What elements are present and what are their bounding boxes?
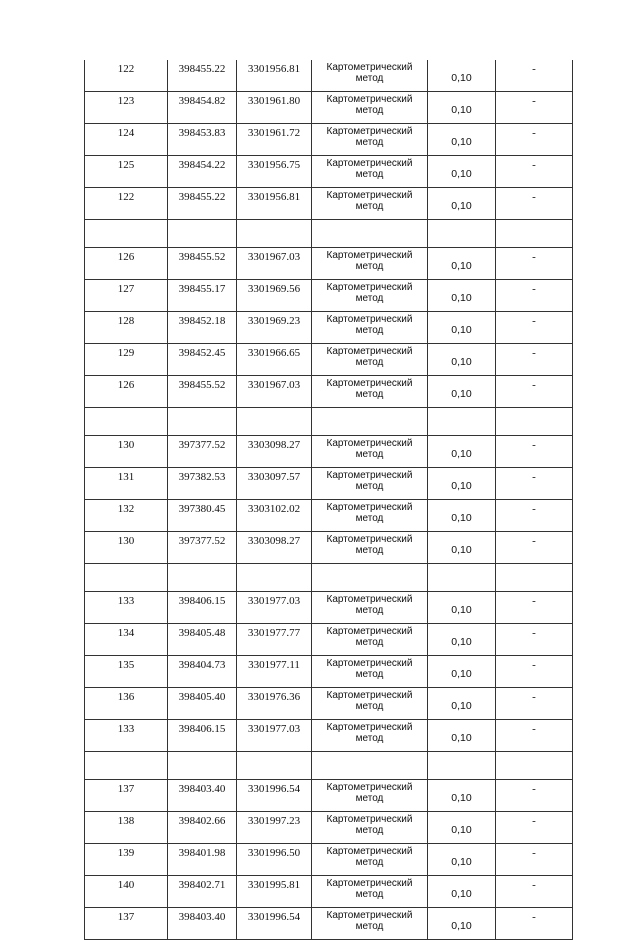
accuracy-cell: 0,10 <box>428 624 496 656</box>
table-row <box>85 156 573 188</box>
method-cell <box>312 156 428 188</box>
point-number-cell: 131 <box>85 468 168 500</box>
method-line-2: метод <box>355 637 384 648</box>
method-line-1: Картометрический <box>326 438 413 449</box>
accuracy-cell: 0,10 <box>428 688 496 720</box>
method-line-2: метод <box>355 545 384 556</box>
note-cell: - <box>496 844 573 876</box>
method-line-1: Картометрический <box>326 346 413 357</box>
document-page <box>84 60 572 940</box>
empty-cell <box>168 408 237 436</box>
method-line-1: Картометрический <box>326 722 413 733</box>
accuracy-cell: 0,10 <box>428 156 496 188</box>
accuracy-cell: 0,10 <box>428 532 496 564</box>
method-line-1: Картометрический <box>326 314 413 325</box>
method-cell <box>312 500 428 532</box>
point-number-cell: 130 <box>85 532 168 564</box>
y-coordinate-cell: 3301976.36 <box>237 688 312 720</box>
method-line-2: метод <box>355 513 384 524</box>
method-cell <box>312 312 428 344</box>
y-coordinate-cell: 3301961.72 <box>237 124 312 156</box>
method-cell <box>312 812 428 844</box>
x-coordinate-cell: 398455.22 <box>168 60 237 92</box>
note-cell: - <box>496 500 573 532</box>
accuracy-cell: 0,10 <box>428 248 496 280</box>
table-row <box>85 188 573 220</box>
y-coordinate-cell: 3301969.23 <box>237 312 312 344</box>
table-row <box>85 656 573 688</box>
note-cell: - <box>496 436 573 468</box>
method-line-2: метод <box>355 825 384 836</box>
point-number-cell: 133 <box>85 720 168 752</box>
empty-cell <box>312 220 428 248</box>
empty-cell <box>428 752 496 780</box>
note-cell: - <box>496 812 573 844</box>
empty-cell <box>312 752 428 780</box>
note-cell: - <box>496 468 573 500</box>
x-coordinate-cell: 398405.48 <box>168 624 237 656</box>
x-coordinate-cell: 397382.53 <box>168 468 237 500</box>
x-coordinate-cell: 398454.82 <box>168 92 237 124</box>
table-row <box>85 468 573 500</box>
x-coordinate-cell: 397377.52 <box>168 532 237 564</box>
table-row <box>85 532 573 564</box>
method-cell <box>312 780 428 812</box>
accuracy-cell: 0,10 <box>428 312 496 344</box>
method-line-1: Картометрический <box>326 690 413 701</box>
method-cell <box>312 532 428 564</box>
accuracy-cell: 0,10 <box>428 344 496 376</box>
method-line-2: метод <box>355 449 384 460</box>
note-cell: - <box>496 92 573 124</box>
method-cell <box>312 468 428 500</box>
method-cell <box>312 436 428 468</box>
table-row <box>85 592 573 624</box>
note-cell: - <box>496 656 573 688</box>
table-row <box>85 780 573 812</box>
empty-cell <box>428 564 496 592</box>
note-cell: - <box>496 720 573 752</box>
x-coordinate-cell: 398406.15 <box>168 592 237 624</box>
accuracy-cell: 0,10 <box>428 500 496 532</box>
method-line-2: метод <box>355 201 384 212</box>
y-coordinate-cell: 3301977.77 <box>237 624 312 656</box>
x-coordinate-cell: 397380.45 <box>168 500 237 532</box>
method-line-1: Картометрический <box>326 534 413 545</box>
y-coordinate-cell: 3301996.54 <box>237 908 312 940</box>
table-row <box>85 688 573 720</box>
accuracy-cell: 0,10 <box>428 280 496 312</box>
accuracy-cell: 0,10 <box>428 92 496 124</box>
method-line-2: метод <box>355 481 384 492</box>
accuracy-cell: 0,10 <box>428 812 496 844</box>
method-line-1: Картометрический <box>326 814 413 825</box>
method-line-2: метод <box>355 169 384 180</box>
note-cell: - <box>496 312 573 344</box>
point-number-cell: 137 <box>85 780 168 812</box>
note-cell: - <box>496 688 573 720</box>
table-row <box>85 812 573 844</box>
method-cell <box>312 92 428 124</box>
method-line-2: метод <box>355 293 384 304</box>
method-line-1: Картометрический <box>326 62 413 73</box>
method-line-1: Картометрический <box>326 782 413 793</box>
table-row <box>85 500 573 532</box>
method-line-2: метод <box>355 793 384 804</box>
method-line-1: Картометрический <box>326 658 413 669</box>
method-line-2: метод <box>355 669 384 680</box>
note-cell: - <box>496 532 573 564</box>
table-row <box>85 876 573 908</box>
empty-cell <box>312 408 428 436</box>
x-coordinate-cell: 398403.40 <box>168 908 237 940</box>
table-row <box>85 908 573 940</box>
method-line-1: Картометрический <box>326 626 413 637</box>
y-coordinate-cell: 3303098.27 <box>237 436 312 468</box>
x-coordinate-cell: 398455.17 <box>168 280 237 312</box>
y-coordinate-cell: 3301977.03 <box>237 592 312 624</box>
table-row <box>85 436 573 468</box>
method-line-1: Картометрический <box>326 910 413 921</box>
method-line-1: Картометрический <box>326 502 413 513</box>
point-number-cell: 129 <box>85 344 168 376</box>
method-cell <box>312 376 428 408</box>
method-cell <box>312 624 428 656</box>
point-number-cell: 123 <box>85 92 168 124</box>
y-coordinate-cell: 3301966.65 <box>237 344 312 376</box>
accuracy-cell: 0,10 <box>428 908 496 940</box>
empty-cell <box>496 752 573 780</box>
empty-cell <box>428 220 496 248</box>
empty-cell <box>496 564 573 592</box>
accuracy-cell: 0,10 <box>428 188 496 220</box>
point-number-cell: 139 <box>85 844 168 876</box>
point-number-cell: 135 <box>85 656 168 688</box>
accuracy-cell: 0,10 <box>428 876 496 908</box>
y-coordinate-cell: 3301969.56 <box>237 280 312 312</box>
method-line-2: метод <box>355 357 384 368</box>
method-cell <box>312 344 428 376</box>
method-line-2: метод <box>355 605 384 616</box>
table-row <box>85 720 573 752</box>
method-cell <box>312 720 428 752</box>
method-cell <box>312 124 428 156</box>
point-number-cell: 137 <box>85 908 168 940</box>
note-cell: - <box>496 60 573 92</box>
x-coordinate-cell: 398402.66 <box>168 812 237 844</box>
y-coordinate-cell: 3301995.81 <box>237 876 312 908</box>
x-coordinate-cell: 398453.83 <box>168 124 237 156</box>
method-cell <box>312 188 428 220</box>
separator-row <box>85 408 573 436</box>
note-cell: - <box>496 780 573 812</box>
empty-cell <box>237 408 312 436</box>
y-coordinate-cell: 3303097.57 <box>237 468 312 500</box>
method-cell <box>312 876 428 908</box>
accuracy-cell: 0,10 <box>428 468 496 500</box>
note-cell: - <box>496 344 573 376</box>
point-number-cell: 136 <box>85 688 168 720</box>
empty-cell <box>85 564 168 592</box>
x-coordinate-cell: 398406.15 <box>168 720 237 752</box>
empty-cell <box>496 408 573 436</box>
point-number-cell: 127 <box>85 280 168 312</box>
y-coordinate-cell: 3301956.75 <box>237 156 312 188</box>
method-cell <box>312 280 428 312</box>
y-coordinate-cell: 3301997.23 <box>237 812 312 844</box>
point-number-cell: 122 <box>85 60 168 92</box>
accuracy-cell: 0,10 <box>428 60 496 92</box>
y-coordinate-cell: 3301996.54 <box>237 780 312 812</box>
method-cell <box>312 60 428 92</box>
accuracy-cell: 0,10 <box>428 592 496 624</box>
method-line-1: Картометрический <box>326 878 413 889</box>
note-cell: - <box>496 624 573 656</box>
table-row <box>85 312 573 344</box>
point-number-cell: 140 <box>85 876 168 908</box>
empty-cell <box>496 220 573 248</box>
method-line-2: метод <box>355 921 384 932</box>
x-coordinate-cell: 398401.98 <box>168 844 237 876</box>
note-cell: - <box>496 188 573 220</box>
method-cell <box>312 592 428 624</box>
point-number-cell: 133 <box>85 592 168 624</box>
x-coordinate-cell: 398452.18 <box>168 312 237 344</box>
x-coordinate-cell: 398452.45 <box>168 344 237 376</box>
table-row <box>85 376 573 408</box>
method-line-2: метод <box>355 105 384 116</box>
empty-cell <box>168 564 237 592</box>
note-cell: - <box>496 376 573 408</box>
table-row <box>85 280 573 312</box>
point-number-cell: 125 <box>85 156 168 188</box>
empty-cell <box>428 408 496 436</box>
point-number-cell: 126 <box>85 376 168 408</box>
table-row <box>85 124 573 156</box>
y-coordinate-cell: 3301961.80 <box>237 92 312 124</box>
note-cell: - <box>496 124 573 156</box>
y-coordinate-cell: 3301956.81 <box>237 60 312 92</box>
note-cell: - <box>496 156 573 188</box>
x-coordinate-cell: 398403.40 <box>168 780 237 812</box>
x-coordinate-cell: 398455.22 <box>168 188 237 220</box>
accuracy-cell: 0,10 <box>428 780 496 812</box>
method-line-1: Картометрический <box>326 94 413 105</box>
note-cell: - <box>496 908 573 940</box>
x-coordinate-cell: 398405.40 <box>168 688 237 720</box>
table-row <box>85 60 573 92</box>
method-line-1: Картометрический <box>326 158 413 169</box>
method-line-2: метод <box>355 137 384 148</box>
table-row <box>85 248 573 280</box>
method-line-2: метод <box>355 857 384 868</box>
method-line-1: Картометрический <box>326 250 413 261</box>
method-line-1: Картометрический <box>326 190 413 201</box>
method-line-1: Картометрический <box>326 594 413 605</box>
separator-row <box>85 220 573 248</box>
x-coordinate-cell: 398404.73 <box>168 656 237 688</box>
coordinates-table-body <box>85 60 573 940</box>
accuracy-cell: 0,10 <box>428 436 496 468</box>
method-line-1: Картометрический <box>326 378 413 389</box>
method-cell <box>312 908 428 940</box>
x-coordinate-cell: 398455.52 <box>168 248 237 280</box>
y-coordinate-cell: 3301977.03 <box>237 720 312 752</box>
empty-cell <box>85 408 168 436</box>
empty-cell <box>85 220 168 248</box>
method-cell <box>312 688 428 720</box>
y-coordinate-cell: 3301996.50 <box>237 844 312 876</box>
empty-cell <box>237 752 312 780</box>
y-coordinate-cell: 3303098.27 <box>237 532 312 564</box>
method-line-2: метод <box>355 325 384 336</box>
point-number-cell: 134 <box>85 624 168 656</box>
note-cell: - <box>496 592 573 624</box>
accuracy-cell: 0,10 <box>428 844 496 876</box>
point-number-cell: 138 <box>85 812 168 844</box>
method-line-1: Картометрический <box>326 846 413 857</box>
point-number-cell: 124 <box>85 124 168 156</box>
point-number-cell: 132 <box>85 500 168 532</box>
point-number-cell: 128 <box>85 312 168 344</box>
y-coordinate-cell: 3301967.03 <box>237 248 312 280</box>
empty-cell <box>312 564 428 592</box>
empty-cell <box>168 752 237 780</box>
x-coordinate-cell: 397377.52 <box>168 436 237 468</box>
x-coordinate-cell: 398402.71 <box>168 876 237 908</box>
separator-row <box>85 564 573 592</box>
y-coordinate-cell: 3301977.11 <box>237 656 312 688</box>
y-coordinate-cell: 3301956.81 <box>237 188 312 220</box>
x-coordinate-cell: 398455.52 <box>168 376 237 408</box>
method-line-2: метод <box>355 261 384 272</box>
y-coordinate-cell: 3303102.02 <box>237 500 312 532</box>
point-number-cell: 122 <box>85 188 168 220</box>
accuracy-cell: 0,10 <box>428 720 496 752</box>
note-cell: - <box>496 280 573 312</box>
y-coordinate-cell: 3301967.03 <box>237 376 312 408</box>
separator-row <box>85 752 573 780</box>
empty-cell <box>237 564 312 592</box>
method-cell <box>312 248 428 280</box>
method-cell <box>312 656 428 688</box>
method-line-2: метод <box>355 73 384 84</box>
method-line-1: Картометрический <box>326 282 413 293</box>
method-line-2: метод <box>355 389 384 400</box>
accuracy-cell: 0,10 <box>428 656 496 688</box>
method-line-2: метод <box>355 889 384 900</box>
method-cell <box>312 844 428 876</box>
method-line-2: метод <box>355 701 384 712</box>
empty-cell <box>85 752 168 780</box>
method-line-2: метод <box>355 733 384 744</box>
method-line-1: Картометрический <box>326 470 413 481</box>
empty-cell <box>168 220 237 248</box>
table-row <box>85 844 573 876</box>
accuracy-cell: 0,10 <box>428 124 496 156</box>
table-row <box>85 624 573 656</box>
coordinates-table <box>84 60 573 940</box>
note-cell: - <box>496 876 573 908</box>
table-row <box>85 344 573 376</box>
point-number-cell: 130 <box>85 436 168 468</box>
table-row <box>85 92 573 124</box>
point-number-cell: 126 <box>85 248 168 280</box>
accuracy-cell: 0,10 <box>428 376 496 408</box>
note-cell: - <box>496 248 573 280</box>
x-coordinate-cell: 398454.22 <box>168 156 237 188</box>
method-line-1: Картометрический <box>326 126 413 137</box>
empty-cell <box>237 220 312 248</box>
